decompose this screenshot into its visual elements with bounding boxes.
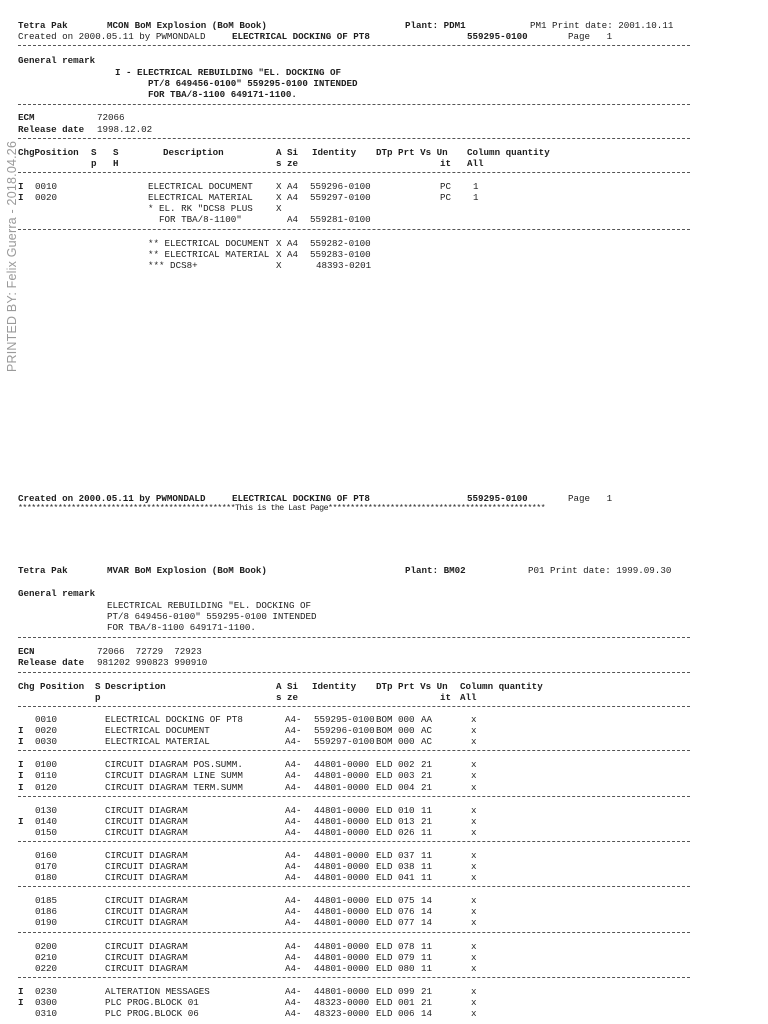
description: ** ELECTRICAL DOCUMENT	[148, 238, 270, 249]
version: 11	[421, 849, 433, 861]
identity: 48393-0201	[316, 260, 372, 271]
divider	[18, 796, 690, 797]
quantity: x	[471, 996, 477, 1008]
identity: 44801-0000	[314, 917, 370, 929]
col-s: S	[91, 147, 97, 158]
description: ALTERATION MESSAGES	[105, 985, 210, 997]
size: A4-	[285, 815, 302, 827]
size: A4-	[285, 736, 302, 748]
divider	[18, 637, 690, 638]
description: PLC PROG.BLOCK 01	[105, 996, 199, 1008]
print-date: P01 Print date: 1999.09.30	[528, 565, 672, 576]
size: A4-	[285, 849, 302, 861]
part: 000	[398, 714, 415, 725]
size: A4-	[285, 714, 302, 725]
remark-line: I - ELECTRICAL REBUILDING "EL. DOCKING OF	[115, 67, 342, 78]
size: A4-	[285, 770, 302, 782]
part: 041	[398, 872, 415, 884]
col-dtp-prt-vs-un: DTp Prt Vs Un	[376, 147, 448, 158]
chg-indicator: I	[18, 815, 24, 827]
size: A4-	[285, 861, 302, 872]
document-type: ELD	[376, 962, 393, 974]
description: ELECTRICAL DOCUMENT	[148, 181, 253, 192]
document-type: ELD	[376, 985, 393, 997]
col-chgposition: ChgPosition	[18, 147, 79, 158]
version: 21	[421, 781, 433, 793]
quantity: x	[471, 962, 477, 974]
col-a: A	[276, 147, 282, 158]
quantity: x	[471, 917, 477, 929]
document-type: ELD	[376, 770, 393, 782]
identity: 559281-0100	[310, 214, 371, 225]
part: 076	[398, 906, 415, 918]
position: 0130	[35, 804, 58, 816]
part: 075	[398, 895, 415, 907]
identity: 44801-0000	[314, 951, 370, 963]
unit: PC	[440, 181, 452, 192]
part: 000	[398, 736, 415, 748]
part: 001	[398, 996, 415, 1008]
col-identity: Identity	[312, 681, 357, 692]
description: CIRCUIT DIAGRAM	[105, 940, 188, 952]
divider	[18, 138, 690, 139]
description: CIRCUIT DIAGRAM	[105, 917, 188, 929]
description: CIRCUIT DIAGRAM LINE SUMM	[105, 770, 243, 782]
quantity: x	[471, 1008, 477, 1019]
description: CIRCUIT DIAGRAM	[105, 951, 188, 963]
document-type: ELD	[376, 815, 393, 827]
document-type: ELD	[376, 826, 393, 838]
position: 0020	[35, 192, 58, 203]
divider	[18, 886, 690, 887]
position: 0220	[35, 962, 58, 974]
position: 0170	[35, 861, 58, 872]
chg-indicator: I	[18, 725, 24, 737]
description: ELECTRICAL DOCUMENT	[105, 725, 210, 737]
col-size: Si	[287, 147, 299, 158]
company-name: Tetra Pak	[18, 565, 68, 576]
document-type: ELD	[376, 849, 393, 861]
col-size: Si	[287, 681, 299, 692]
created-info: Created on 2000.05.11 by PWMONDALD	[18, 31, 206, 42]
size: A4-	[285, 985, 302, 997]
size: A4	[287, 238, 299, 249]
size: A4	[287, 249, 299, 260]
general-remark-label: General remark	[18, 55, 96, 66]
col-s-sub: p	[95, 692, 101, 703]
col-s2-sub: H	[113, 158, 119, 169]
description: CIRCUIT DIAGRAM POS.SUMM.	[105, 759, 243, 771]
position: 0010	[35, 714, 58, 725]
description: FOR TBA/8-1100"	[148, 214, 242, 225]
part: 013	[398, 815, 415, 827]
position: 0030	[35, 736, 58, 748]
a-flag: X	[276, 238, 282, 249]
quantity: x	[471, 725, 477, 737]
identity: 44801-0000	[314, 940, 370, 952]
release-date-label: Release date	[18, 124, 85, 135]
divider	[18, 45, 690, 46]
description: ** ELECTRICAL MATERIAL	[148, 249, 270, 260]
version: 11	[421, 826, 433, 838]
col-description: Description	[105, 681, 166, 692]
position: 0200	[35, 940, 58, 952]
description: CIRCUIT DIAGRAM	[105, 906, 188, 918]
last-page-marker: *************************************************This is the Last Page*************************************************	[18, 504, 546, 513]
divider	[18, 932, 690, 933]
part: 099	[398, 985, 415, 997]
position: 0180	[35, 872, 58, 884]
position: 0100	[35, 759, 58, 771]
identity: 44801-0000	[314, 849, 370, 861]
identity: 44801-0000	[314, 826, 370, 838]
position: 0210	[35, 951, 58, 963]
identity: 559296-0100	[314, 725, 375, 737]
quantity: x	[471, 736, 477, 748]
position: 0230	[35, 985, 58, 997]
position: 0190	[35, 917, 58, 929]
ecn-label: ECN	[18, 646, 35, 657]
identity: 44801-0000	[314, 861, 370, 872]
remark-line: PT/8 649456-0100" 559295-0100 INTENDED	[148, 78, 358, 89]
description: CIRCUIT DIAGRAM	[105, 849, 188, 861]
col-unit-sub: it	[440, 692, 452, 703]
part: 004	[398, 781, 415, 793]
divider	[18, 977, 690, 978]
col-description: Description	[163, 147, 224, 158]
col-all: All	[460, 692, 477, 703]
quantity: x	[471, 826, 477, 838]
description: CIRCUIT DIAGRAM	[105, 895, 188, 907]
identity: 44801-0000	[314, 962, 370, 974]
quantity: x	[471, 985, 477, 997]
a-flag: X	[276, 192, 282, 203]
chg-indicator: I	[18, 736, 24, 748]
position: 0150	[35, 826, 58, 838]
part: 079	[398, 951, 415, 963]
quantity: x	[471, 849, 477, 861]
description: CIRCUIT DIAGRAM	[105, 815, 188, 827]
description: CIRCUIT DIAGRAM	[105, 872, 188, 884]
quantity: x	[471, 781, 477, 793]
release-date-value: 1998.12.02	[97, 124, 153, 135]
description: CIRCUIT DIAGRAM	[105, 804, 188, 816]
size: A4-	[285, 781, 302, 793]
identity: 44801-0000	[314, 872, 370, 884]
chg-indicator: I	[18, 759, 24, 771]
part: 010	[398, 804, 415, 816]
chg-indicator: I	[18, 192, 24, 203]
version: 11	[421, 804, 433, 816]
document-type: BOM	[376, 725, 393, 737]
description: ELECTRICAL MATERIAL	[148, 192, 253, 203]
quantity: x	[471, 861, 477, 872]
a-flag: X	[276, 249, 282, 260]
release-date-label: Release date	[18, 657, 85, 668]
description: ELECTRICAL DOCKING OF PT8	[105, 714, 243, 725]
release-date-value: 981202 990823 990910	[97, 657, 208, 668]
remark-line: ELECTRICAL REBUILDING "EL. DOCKING OF	[107, 600, 311, 611]
col-identity: Identity	[312, 147, 357, 158]
position: 0140	[35, 815, 58, 827]
col-chg-position: Chg Position	[18, 681, 85, 692]
col-a-sub: s	[276, 692, 282, 703]
version: AC	[421, 725, 433, 737]
size: A4-	[285, 951, 302, 963]
position: 0120	[35, 781, 58, 793]
col-unit-sub: it	[440, 158, 452, 169]
size: A4-	[285, 826, 302, 838]
identity: 44801-0000	[314, 815, 370, 827]
quantity: 1	[473, 181, 479, 192]
remark-line: FOR TBA/8-1100 649171-1100.	[107, 622, 256, 633]
identity: 44801-0000	[314, 895, 370, 907]
quantity: x	[471, 940, 477, 952]
identity: 559297-0100	[314, 736, 375, 748]
document-type: BOM	[376, 714, 393, 725]
size: A4-	[285, 962, 302, 974]
version: 14	[421, 906, 433, 918]
identity: 44801-0000	[314, 906, 370, 918]
version: 21	[421, 996, 433, 1008]
description: *** DCS8+	[148, 260, 198, 271]
description: CIRCUIT DIAGRAM	[105, 826, 188, 838]
identity: 559283-0100	[310, 249, 371, 260]
version: AC	[421, 736, 433, 748]
version: 11	[421, 940, 433, 952]
identity: 559296-0100	[310, 181, 371, 192]
document-type: ELD	[376, 861, 393, 872]
identity: 44801-0000	[314, 770, 370, 782]
identity: 48323-0000	[314, 996, 370, 1008]
ecm-value: 72066	[97, 112, 125, 123]
description: CIRCUIT DIAGRAM TERM.SUMM	[105, 781, 243, 793]
divider	[18, 104, 690, 105]
document-type: ELD	[376, 940, 393, 952]
plant-label: Plant: BM02	[405, 565, 466, 576]
a-flag: X	[276, 181, 282, 192]
size: A4-	[285, 906, 302, 918]
footer-page-number: Page 1	[568, 493, 613, 504]
version: 11	[421, 951, 433, 963]
size: A4-	[285, 725, 302, 737]
version: 21	[421, 985, 433, 997]
position: 0010	[35, 181, 58, 192]
description: CIRCUIT DIAGRAM	[105, 861, 188, 872]
position: 0160	[35, 849, 58, 861]
identity: 48323-0000	[314, 1008, 370, 1019]
part: 077	[398, 917, 415, 929]
col-s2: S	[113, 147, 119, 158]
divider	[18, 229, 690, 230]
col-size-sub: ze	[287, 158, 299, 169]
quantity: x	[471, 815, 477, 827]
quantity: x	[471, 895, 477, 907]
report-title: MCON BoM Explosion (BoM Book)	[107, 20, 267, 31]
position: 0186	[35, 906, 58, 918]
size: A4-	[285, 917, 302, 929]
document-type: ELD	[376, 895, 393, 907]
divider	[18, 172, 690, 173]
document-type: ELD	[376, 872, 393, 884]
document-type: ELD	[376, 804, 393, 816]
identity: 559282-0100	[310, 238, 371, 249]
page-number: Page 1	[568, 31, 613, 42]
part: 003	[398, 770, 415, 782]
part: 080	[398, 962, 415, 974]
version: 11	[421, 962, 433, 974]
part: 038	[398, 861, 415, 872]
plant-label: Plant: PDM1	[405, 20, 466, 31]
quantity: x	[471, 804, 477, 816]
col-size-sub: ze	[287, 692, 299, 703]
chg-indicator: I	[18, 181, 24, 192]
report-title: MVAR BoM Explosion (BoM Book)	[107, 565, 267, 576]
size: A4-	[285, 759, 302, 771]
quantity: x	[471, 906, 477, 918]
size: A4	[287, 181, 299, 192]
chg-indicator: I	[18, 996, 24, 1008]
remark-line: FOR TBA/8-1100 649171-1100.	[148, 89, 297, 100]
col-s: S	[95, 681, 101, 692]
position: 0110	[35, 770, 58, 782]
part: 078	[398, 940, 415, 952]
part: 026	[398, 826, 415, 838]
version: AA	[421, 714, 433, 725]
divider	[18, 706, 690, 707]
print-date: PM1 Print date: 2001.10.11	[530, 20, 674, 31]
printed-by-watermark: PRINTED BY: Felix Guerra - 2018.04.26	[5, 140, 19, 372]
ecn-value: 72066 72729 72923	[97, 646, 202, 657]
size: A4-	[285, 872, 302, 884]
ecm-label: ECM	[18, 112, 35, 123]
size: A4-	[285, 895, 302, 907]
a-flag: X	[276, 203, 282, 214]
document-type: ELD	[376, 781, 393, 793]
chg-indicator: I	[18, 985, 24, 997]
part: 002	[398, 759, 415, 771]
size: A4-	[285, 940, 302, 952]
quantity: 1	[473, 192, 479, 203]
identity: 559297-0100	[310, 192, 371, 203]
document-type: ELD	[376, 1008, 393, 1019]
unit: PC	[440, 192, 452, 203]
document-number: 559295-0100	[467, 31, 528, 42]
document-title: ELECTRICAL DOCKING OF PT8	[232, 31, 370, 42]
a-flag: X	[276, 260, 282, 271]
remark-line: PT/8 649456-0100" 559295-0100 INTENDED	[107, 611, 317, 622]
position: 0300	[35, 996, 58, 1008]
identity: 44801-0000	[314, 759, 370, 771]
footer-document-title: ELECTRICAL DOCKING OF PT8	[232, 493, 370, 504]
description: ELECTRICAL MATERIAL	[105, 736, 210, 748]
position: 0310	[35, 1008, 58, 1019]
size: A4-	[285, 1008, 302, 1019]
version: 14	[421, 895, 433, 907]
identity: 44801-0000	[314, 985, 370, 997]
quantity: x	[471, 770, 477, 782]
document-type: ELD	[376, 996, 393, 1008]
description: * EL. RK "DCS8 PLUS	[148, 203, 253, 214]
version: 11	[421, 861, 433, 872]
document-type: BOM	[376, 736, 393, 748]
identity: 44801-0000	[314, 781, 370, 793]
version: 14	[421, 917, 433, 929]
col-a: A	[276, 681, 282, 692]
part: 000	[398, 725, 415, 737]
identity: 559295-0100	[314, 714, 375, 725]
document-type: ELD	[376, 759, 393, 771]
size: A4-	[285, 804, 302, 816]
divider	[18, 672, 690, 673]
description: CIRCUIT DIAGRAM	[105, 962, 188, 974]
col-s-sub: p	[91, 158, 97, 169]
part: 006	[398, 1008, 415, 1019]
footer-document-number: 559295-0100	[467, 493, 528, 504]
chg-indicator: I	[18, 781, 24, 793]
position: 0020	[35, 725, 58, 737]
col-all: All	[467, 158, 484, 169]
size: A4	[287, 214, 299, 225]
size: A4	[287, 192, 299, 203]
document-type: ELD	[376, 951, 393, 963]
col-column-quantity: Column quantity	[460, 681, 543, 692]
identity: 44801-0000	[314, 804, 370, 816]
quantity: x	[471, 872, 477, 884]
chg-indicator: I	[18, 770, 24, 782]
quantity: x	[471, 714, 477, 725]
version: 21	[421, 759, 433, 771]
col-a-sub: s	[276, 158, 282, 169]
footer-created-info: Created on 2000.05.11 by PWMONDALD	[18, 493, 206, 504]
part: 037	[398, 849, 415, 861]
version: 11	[421, 872, 433, 884]
company-name: Tetra Pak	[18, 20, 68, 31]
document-type: ELD	[376, 906, 393, 918]
version: 21	[421, 770, 433, 782]
version: 14	[421, 1008, 433, 1019]
divider	[18, 841, 690, 842]
description: PLC PROG.BLOCK 06	[105, 1008, 199, 1019]
version: 21	[421, 815, 433, 827]
quantity: x	[471, 759, 477, 771]
general-remark-label: General remark	[18, 588, 96, 599]
size: A4-	[285, 996, 302, 1008]
col-column-quantity: Column quantity	[467, 147, 550, 158]
position: 0185	[35, 895, 58, 907]
document-type: ELD	[376, 917, 393, 929]
quantity: x	[471, 951, 477, 963]
divider	[18, 750, 690, 751]
col-dtp-prt-vs-un: DTp Prt Vs Un	[376, 681, 448, 692]
